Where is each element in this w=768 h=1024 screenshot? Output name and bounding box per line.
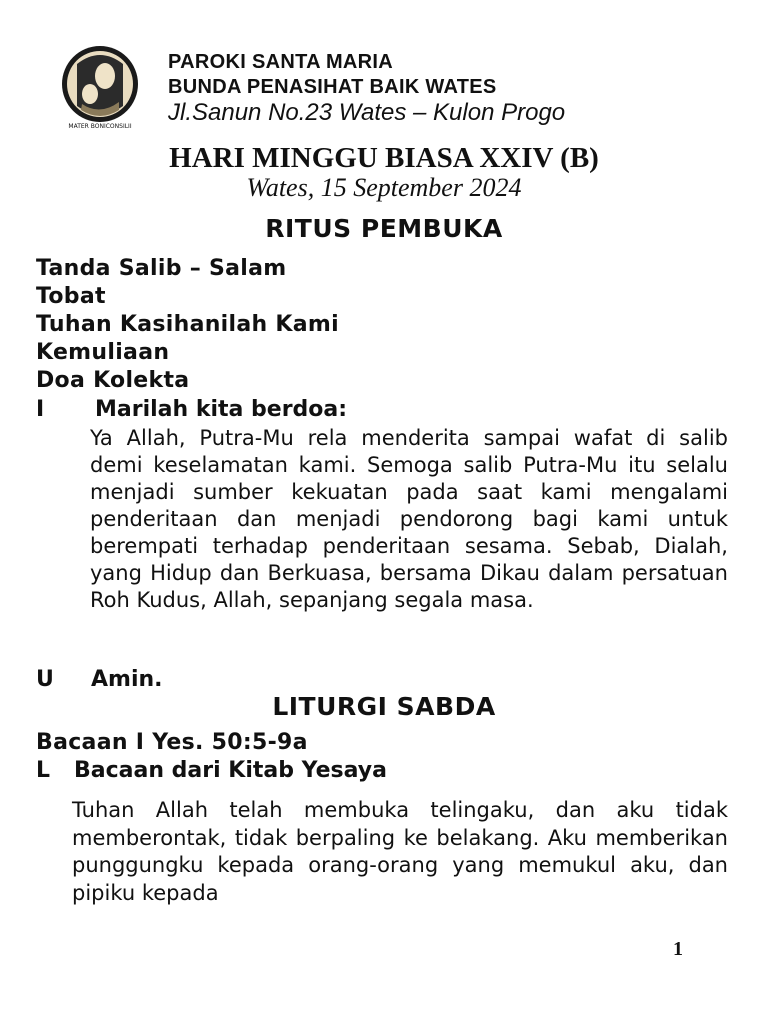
parish-name-line1: PAROKI SANTA MARIA bbox=[168, 51, 394, 73]
reading-text: Tuhan Allah telah membuka telingaku, dan aku tidak memberontak, tidak berpaling ke belakang. Aku memberikan punggungku kepada orang-orang yang memukul aku, dan pipiku kepada bbox=[72, 798, 728, 905]
reading-title: Bacaan dari Kitab Yesaya bbox=[74, 758, 387, 783]
rite-item: Tanda Salib – Salam bbox=[36, 256, 287, 281]
section-heading-word: LITURGI SABDA bbox=[272, 692, 496, 721]
place-date: Wates, 15 September 2024 bbox=[246, 173, 522, 202]
people-mark: U bbox=[36, 667, 54, 692]
lector-mark: L bbox=[36, 758, 51, 783]
priest-call: Marilah kita berdoa: bbox=[95, 397, 348, 422]
priest-mark: I bbox=[36, 397, 45, 422]
reading-reference: Bacaan I Yes. 50:5-9a bbox=[36, 730, 308, 755]
rite-item: Kemuliaan bbox=[36, 340, 170, 365]
rite-item: Tobat bbox=[36, 284, 106, 309]
section-heading-opening: RITUS PEMBUKA bbox=[265, 214, 503, 243]
collect-prayer: Ya Allah, Putra-Mu rela menderita sampai wafat di salib demi keselamatan kami. Semoga salib Putra-Mu itu selalu menjadi sumber kekuatan pada saat kami mengalami penderitaan dan menjadi pendorong bagi kami untuk berempati terhadap penderitaan sesama. Sebab, Dialah, yang Hidup dan Berkuasa, bersama Dikau dalam persatuan Roh Kudus, Allah, sepanjang segala masa. bbox=[90, 426, 728, 612]
page-number: 1 bbox=[673, 938, 683, 960]
liturgical-day-title: HARI MINGGU BIASA XXIV (B) bbox=[169, 142, 599, 174]
parish-logo bbox=[57, 44, 143, 130]
rite-item: Tuhan Kasihanilah Kami bbox=[36, 312, 339, 337]
parish-address: Jl.Sanun No.23 Wates – Kulon Progo bbox=[168, 99, 566, 126]
parish-name-line2: BUNDA PENASIHAT BAIK WATES bbox=[168, 76, 497, 98]
logo-text: MATER BONICONSILII bbox=[68, 123, 132, 130]
people-response: Amin. bbox=[91, 667, 163, 692]
rite-item: Doa Kolekta bbox=[36, 368, 190, 393]
